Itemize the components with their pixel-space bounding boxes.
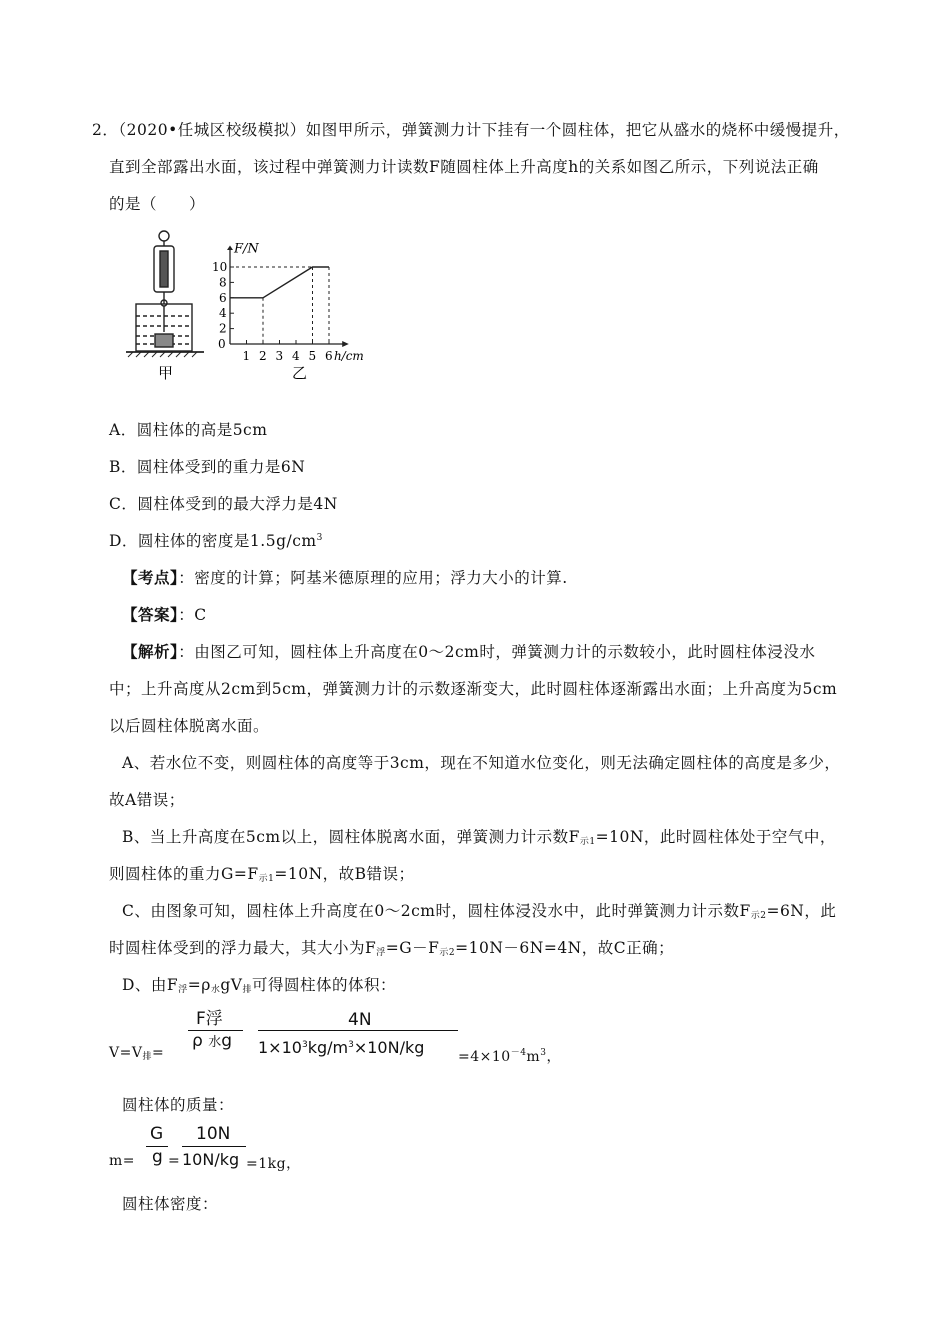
formula-v-result [458, 1045, 561, 1066]
y-tick-label: 4 [219, 306, 227, 321]
analysis-tag: 【解析】 [122, 642, 179, 661]
para-c-2a: 时圆柱体受到的浮力最大，其大小为F [109, 939, 377, 957]
formula-v-result-sup: －4 [510, 1048, 527, 1058]
formula-v-result-a: =4×10 [458, 1049, 511, 1065]
para-d-sub3: 排 [242, 985, 252, 995]
para-b-2a: 则圆柱体的重力G=F [109, 865, 259, 883]
option-c: C．圆柱体受到的最大浮力是4N [109, 495, 338, 513]
y-tick-label: 10 [212, 260, 228, 274]
kaodian-tag: 【考点】 [122, 568, 179, 587]
option-d-text: D．圆柱体的密度是1.5g/cm [109, 532, 317, 550]
para-c-1sub: 示2 [750, 911, 767, 921]
formula-v-g: g [221, 1031, 233, 1051]
x-tick-label: 6 [325, 349, 333, 363]
para-c-2b: =G－F [385, 939, 440, 957]
label-yi: 乙 [292, 364, 308, 382]
formula-v-eq: = [151, 1045, 165, 1061]
question-line-3: 的是（ ） [109, 195, 206, 213]
formula-v-water: 水 [208, 1035, 222, 1050]
y-axis-label: F/N [234, 241, 259, 257]
question-number: 2． [92, 121, 119, 139]
figure [124, 224, 384, 384]
analysis-line-1 [122, 640, 815, 662]
question-line-2: 直到全部露出水面，该过程中弹簧测力计读数F随圆柱体上升高度h的关系如图乙所示，下列说法正确 [109, 158, 819, 176]
x-tick-label: 2 [259, 349, 267, 363]
para-b-1sub: 示1 [579, 837, 596, 847]
formula-m-f2-num: 10N [196, 1124, 231, 1144]
formula-v-f2-den-b: kg/m [307, 1038, 349, 1057]
mass-title: 圆柱体的质量： [122, 1096, 235, 1114]
para-b-2sub: 示1 [258, 874, 275, 884]
formula-m-eq: = [168, 1153, 181, 1169]
figure-svg [124, 224, 384, 384]
analysis-line-2: 中；上升高度从2cm到5cm，弹簧测力计的示数逐渐变大，此时圆柱体逐渐露出水面；上升高度为5cm [109, 680, 838, 698]
x-tick-label: 3 [275, 349, 284, 363]
answer [122, 603, 207, 625]
para-a-line-2: 故A错误； [109, 791, 185, 809]
para-c-1b: =6N，此 [766, 902, 837, 920]
para-a-line-1: A、若水位不变，则圆柱体的高度等于3cm，现在不知道水位变化，则无法确定圆柱体的高度是多少， [122, 754, 841, 772]
para-d-c: gV [220, 976, 243, 994]
formula-m-f2-line [182, 1146, 246, 1147]
formula-v-lhs-sub: 排 [142, 1052, 152, 1062]
para-c-2sub2: 示2 [439, 948, 456, 958]
para-b-1b: =10N，此时圆柱体处于空气中， [595, 828, 836, 846]
spring-scale-apparatus [126, 231, 204, 357]
para-b-2b: =10N，故B错误； [274, 865, 415, 883]
option-d-sup: 3 [316, 533, 323, 543]
x-axis-label: h/cm [333, 349, 364, 363]
formula-v-lhs-text: V=V [109, 1045, 143, 1061]
formula-m-f2-den: 10N/kg [182, 1150, 240, 1169]
para-d-d: 可得圆柱体的体积： [251, 976, 396, 994]
density-title: 圆柱体密度： [122, 1195, 219, 1213]
question-line-1 [92, 118, 850, 140]
x-tick-label: 5 [308, 349, 317, 363]
label-jia: 甲 [158, 364, 174, 382]
para-c-line-1 [122, 899, 836, 921]
para-d-a: D、由F [122, 976, 179, 994]
para-d-line [122, 973, 396, 995]
formula-v-f2-den-sup2: 3 [348, 1040, 354, 1050]
formula-v-result-b: m [526, 1049, 541, 1065]
formula-m-lhs: m= [109, 1153, 136, 1169]
y-tick-label: 8 [219, 275, 227, 290]
formula-m-f1-den: g [152, 1147, 163, 1167]
y-axis-arrow [227, 245, 233, 250]
formula-v-rho: ρ [192, 1031, 203, 1051]
analysis-text-1: ：由图乙可知，圆柱体上升高度在0～2cm时，弹簧测力计的示数较小，此时圆柱体浸没水 [178, 643, 816, 661]
x-tick-label: 1 [242, 349, 251, 363]
answer-tag: 【答案】 [122, 605, 179, 624]
force-height-chart [212, 242, 364, 363]
para-c-2sub1: 浮 [376, 948, 386, 958]
formula-v-lhs [109, 1045, 164, 1062]
formula-v-f1-num: F浮 [196, 1009, 223, 1029]
option-a: A．圆柱体的高是5cm [109, 421, 268, 439]
origin-label: 0 [218, 337, 226, 351]
answer-text: ：C [178, 606, 207, 624]
para-d-b: =ρ [187, 976, 211, 994]
para-b-1a: B、当上升高度在5cm以上，圆柱体脱离水面，弹簧测力计示数F [122, 828, 580, 846]
x-tick-label: 4 [292, 349, 300, 363]
formula-v-f2-den-sup1: 3 [301, 1040, 308, 1050]
option-b: B．圆柱体受到的重力是6N [109, 458, 306, 476]
formula-v-f2-num: 4N [348, 1010, 372, 1030]
formula-v-result-sup2: 3 [540, 1048, 547, 1058]
analysis-line-3: 以后圆柱体脱离水面。 [109, 717, 270, 735]
y-tick-label: 2 [219, 321, 227, 336]
formula-v-f2-den-a: 1×10 [258, 1038, 302, 1057]
para-d-sub1: 浮 [178, 985, 188, 995]
para-d-sub2: 水 [210, 985, 221, 995]
question-text-1: 如图甲所示，弹簧测力计下挂有一个圆柱体，把它从盛水的烧杯中缓慢提升， [305, 121, 850, 139]
option-d [109, 529, 323, 551]
formula-v-f2-line [258, 1030, 458, 1031]
para-b-line-2 [109, 862, 415, 884]
para-b-line-1 [122, 825, 836, 847]
y-tick-label: 6 [219, 290, 227, 305]
x-axis-arrow [342, 341, 349, 347]
para-c-2c: =10N－6N=4N，故C正确； [455, 939, 675, 957]
formula-m-f1-num: G [150, 1124, 164, 1144]
kaodian-text: ：密度的计算；阿基米德原理的应用；浮力大小的计算. [178, 569, 568, 587]
data-line [230, 267, 329, 298]
formula-v-f1-den [192, 1031, 232, 1051]
kaodian [122, 566, 568, 588]
para-c-line-2 [109, 936, 674, 958]
formula-v-f2-den-c: ×10N/kg [353, 1038, 425, 1057]
para-c-1a: C、由图象可知，圆柱体上升高度在0～2cm时，圆柱体浸没水中，此时弹簧测力计示数F [122, 902, 751, 920]
formula-v-result-c: ， [546, 1049, 561, 1065]
question-source: （2020•任城区校级模拟） [118, 121, 306, 139]
formula-m-result: =1kg， [246, 1156, 301, 1172]
formula-v-f2-den [258, 1038, 424, 1057]
